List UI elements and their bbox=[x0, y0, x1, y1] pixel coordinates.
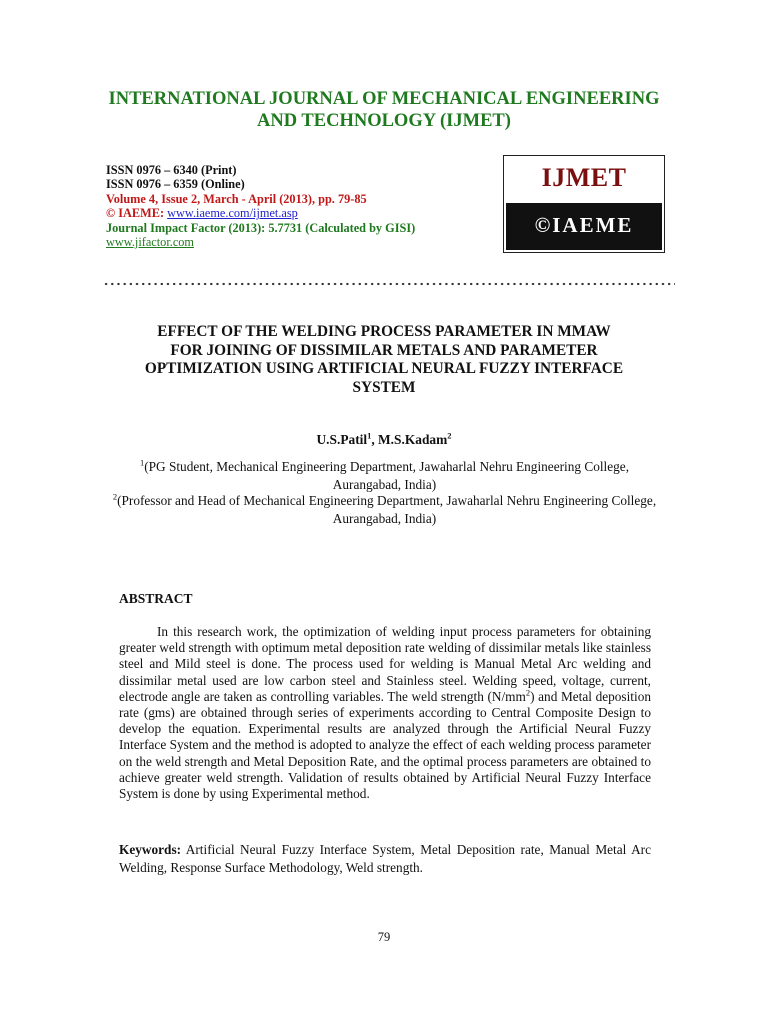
journal-title-line2: AND TECHNOLOGY (IJMET) bbox=[257, 111, 511, 131]
keywords-label: Keywords: bbox=[119, 842, 182, 857]
journal-title-line1: INTERNATIONAL JOURNAL OF MECHANICAL ENGINEERING bbox=[108, 89, 660, 109]
author-sup: 1 bbox=[367, 430, 372, 441]
paper-title-line: EFFECT OF THE WELDING PROCESS PARAMETER IN MMAW bbox=[157, 323, 611, 340]
journal-info bbox=[106, 163, 415, 249]
journal-title bbox=[60, 88, 708, 132]
author-name: U.S.Patil bbox=[316, 432, 368, 447]
volume-info: Volume 4, Issue 2, March - April (2013), pp. 79-85 bbox=[106, 191, 367, 206]
paper-title-line: FOR JOINING OF DISSIMILAR METALS AND PARAMETER bbox=[170, 341, 598, 359]
affiliation-sup: 1 bbox=[139, 457, 145, 468]
jifactor-link[interactable]: www.jifactor.com bbox=[106, 235, 194, 250]
logo-iaeme: ©IAEME bbox=[506, 203, 662, 250]
keywords bbox=[119, 841, 651, 877]
abstract-heading: ABSTRACT bbox=[119, 591, 193, 606]
page-number: 79 bbox=[377, 930, 391, 944]
author-name: M.S.Kadam bbox=[378, 432, 448, 447]
author-separator: , bbox=[371, 432, 379, 447]
impact-factor: Journal Impact Factor (2013): 5.7731 (Calculated by GISI) bbox=[106, 220, 416, 235]
ijmet-logo bbox=[503, 155, 665, 253]
affiliation-1 bbox=[112, 458, 657, 494]
affiliation-text: (PG Student, Mechanical Engineering Department, Jawaharlal Nehru Engineering College, Aurangabad, India) bbox=[144, 459, 630, 492]
keywords-text: Artificial Neural Fuzzy Interface System, Metal Deposition rate, Manual Metal Arc Welding, Response Surface Methodology, Weld strength. bbox=[119, 842, 651, 875]
affiliation-sup: 2 bbox=[112, 491, 118, 502]
iaeme-line bbox=[106, 206, 415, 220]
paper-title bbox=[100, 323, 668, 397]
affiliation-2 bbox=[112, 492, 657, 528]
paper-title-line: SYSTEM bbox=[352, 378, 416, 396]
dotted-divider bbox=[103, 282, 675, 286]
issn-print: ISSN 0976 – 6340 (Print) bbox=[106, 163, 237, 177]
iaeme-link[interactable]: www.iaeme.com/ijmet.asp bbox=[167, 206, 298, 221]
abstract-text-1: In this research work, the optimization of welding input process parameters for obtaining greater weld strength with optimum metal deposition rate welding of dissimilar metals like stainless steel and Mild steel is done. The process used for welding is Manual Metal Arc welding and dissimilar metal used are low carbon steel and Stainless steel. Welding speed, voltage, current, electrode angle are taken as controlling variables. The weld strength (N/mm bbox=[119, 624, 651, 704]
author-sup: 2 bbox=[447, 430, 452, 441]
affiliation-text: (Professor and Head of Mechanical Engineering Department, Jawaharlal Nehru Engineering College, Aurangabad, India) bbox=[117, 493, 657, 526]
abstract-sup: 2 bbox=[525, 687, 531, 698]
paper-title-line: OPTIMIZATION USING ARTIFICIAL NEURAL FUZZY INTERFACE bbox=[144, 360, 624, 377]
issn-online: ISSN 0976 – 6359 (Online) bbox=[106, 177, 245, 192]
abstract-body bbox=[119, 624, 651, 802]
logo-title: IJMET bbox=[541, 163, 627, 192]
iaeme-copyright: © IAEME bbox=[106, 206, 160, 221]
authors bbox=[100, 432, 668, 448]
iaeme-sep: : bbox=[159, 206, 168, 221]
abstract-text-2: ) and Metal deposition rate (gms) are obtained through series of experiments according to Central Composite Design to develop the equation. Experimental results are analyzed through the Artificial Neural Fuzzy Interface System and the method is adopted to analyze the effect of each welding process parameter on the weld strength and Metal Deposition Rate, and the optimal process parameters are obtained to achieve greater weld strength. Validation of results obtained by Artificial Neural Fuzzy Interface System is done by using Experimental method. bbox=[119, 688, 651, 802]
